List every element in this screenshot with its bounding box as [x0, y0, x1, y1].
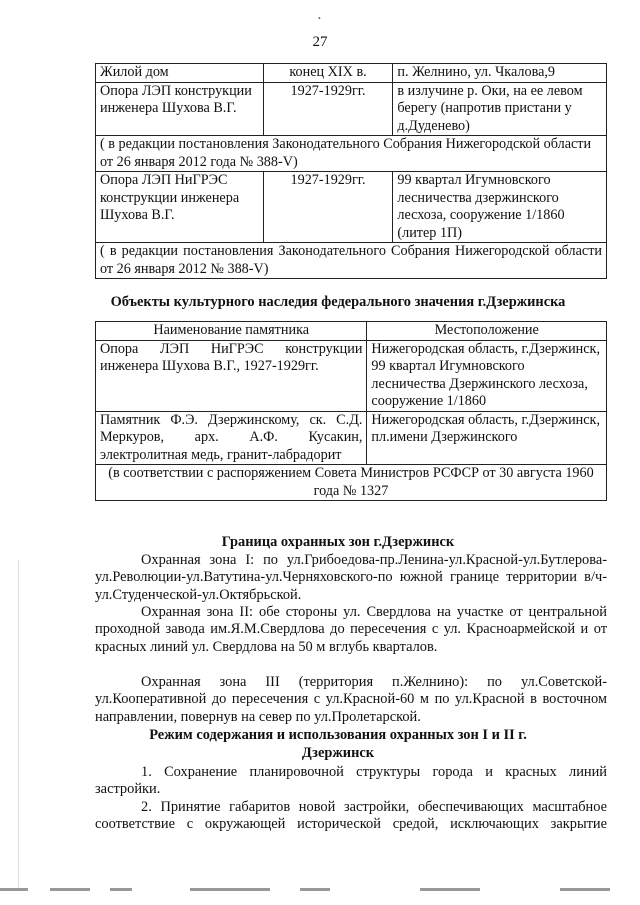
- cell-location: 99 квартал Игумновского лесничества дзержинского лесхоза, сооружение 1/1860 (литер 1П): [393, 172, 607, 243]
- cell-name: Опора ЛЭП НиГРЭС конструкции инженера Шухова В.Г.: [96, 172, 264, 243]
- item-1-text: 1. Сохранение планировочной структуры города и красных линий застройки.: [95, 764, 607, 798]
- table-row: [96, 64, 607, 83]
- cell-location: Нижегородская область, г.Дзержинск, 99 квартал Игумновского лесничества Дзержинского лесхоза, сооружение 1/1860: [367, 340, 607, 411]
- heading-cultural-heritage: Объекты культурного наследия федерального значения г.Дзержинска: [110, 294, 566, 310]
- cell-location: в излучине р. Оки, на ее левом берегу (напротив пристани у д.Дуденево): [393, 82, 607, 136]
- cell-location: Нижегородская область, г.Дзержинск, пл.имени Дзержинского: [367, 411, 607, 465]
- cell-name: Опора ЛЭП НиГРЭС конструкции инженера Шухова В.Г., 1927-1929гг.: [96, 340, 367, 411]
- cell-location: п. Желнино, ул. Чкалова,9: [393, 64, 607, 83]
- zone-3-text: Охранная зона III (территория п.Желнино): по ул.Советской-ул.Кооперативной до пересечения с ул.Красной-60 м по ул.Красной в восточном направлении, повернув на север по ул.Пролетарской.: [95, 674, 607, 725]
- table-row: [96, 411, 607, 465]
- zone-2-text: Охранная зона II: обе стороны ул. Свердлова на участке от центральной проходной завода им.Я.М.Свердлова до пересечения с ул. Красноармейской и от красных линий ул. Свердлова на 50 м вглубь кварталов.: [95, 604, 607, 655]
- heading-regime-line1: Режим содержания и использования охранных зон I и II г.: [149, 727, 527, 743]
- scan-bottom-edge: [0, 888, 640, 894]
- monuments-table-continued: [95, 63, 607, 279]
- scan-margin-line: [18, 560, 19, 890]
- cell-date: 1927-1929гг.: [263, 82, 393, 136]
- federal-heritage-table: [95, 321, 607, 501]
- heading-regime-line2: Дзержинск: [301, 745, 375, 761]
- zone-1-text: Охранная зона I: по ул.Грибоедова-пр.Ленина-ул.Красной-ул.Бутлерова-ул.Революции-ул.Ватутина-ул.Черняховского-по южной границе территории в/ч-ул.Студенческой-ул.Октябрьской.: [95, 552, 607, 603]
- header-location: Местоположение: [367, 322, 607, 341]
- table-row: [96, 172, 607, 243]
- item-2-text: 2. Принятие габаритов новой застройки, обеспечивающих масштабное соответствие с окружающей исторической средой, исключающих закрытие: [95, 799, 607, 833]
- cell-date: 1927-1929гг.: [263, 172, 393, 243]
- cell-name: Опора ЛЭП конструкции инженера Шухова В.Г.: [96, 82, 264, 136]
- cell-date: конец XIX в.: [263, 64, 393, 83]
- cell-name: Жилой дом: [96, 64, 264, 83]
- page-number: 27: [312, 34, 328, 50]
- table-row-note: [96, 243, 607, 279]
- heading-protection-border: Граница охранных зон г.Дзержинск: [221, 534, 455, 550]
- cell-name: Памятник Ф.Э. Дзержинскому, ск. С.Д. Меркуров, арх. А.Ф. Кусакин, электролитная медь, гранит-лабрадорит: [96, 411, 367, 465]
- scan-dot: •: [318, 14, 321, 23]
- amendment-note: ( в редакции постановления Законодательного Собрания Нижегородской области от 26 января 2012 года № 388-V): [96, 136, 607, 172]
- table-row-note: [96, 136, 607, 172]
- header-name: Наименование памятника: [96, 322, 367, 341]
- decree-note: (в соответствии с распоряжением Совета Министров РСФСР от 30 августа 1960 года № 1327: [96, 465, 607, 501]
- amendment-note: ( в редакции постановления Законодательного Собрания Нижегородской области от 26 января 2012 № 388-V): [96, 243, 607, 279]
- table-row: [96, 82, 607, 136]
- table-header: [96, 322, 607, 341]
- table-row-note: [96, 465, 607, 501]
- table-row: [96, 340, 607, 411]
